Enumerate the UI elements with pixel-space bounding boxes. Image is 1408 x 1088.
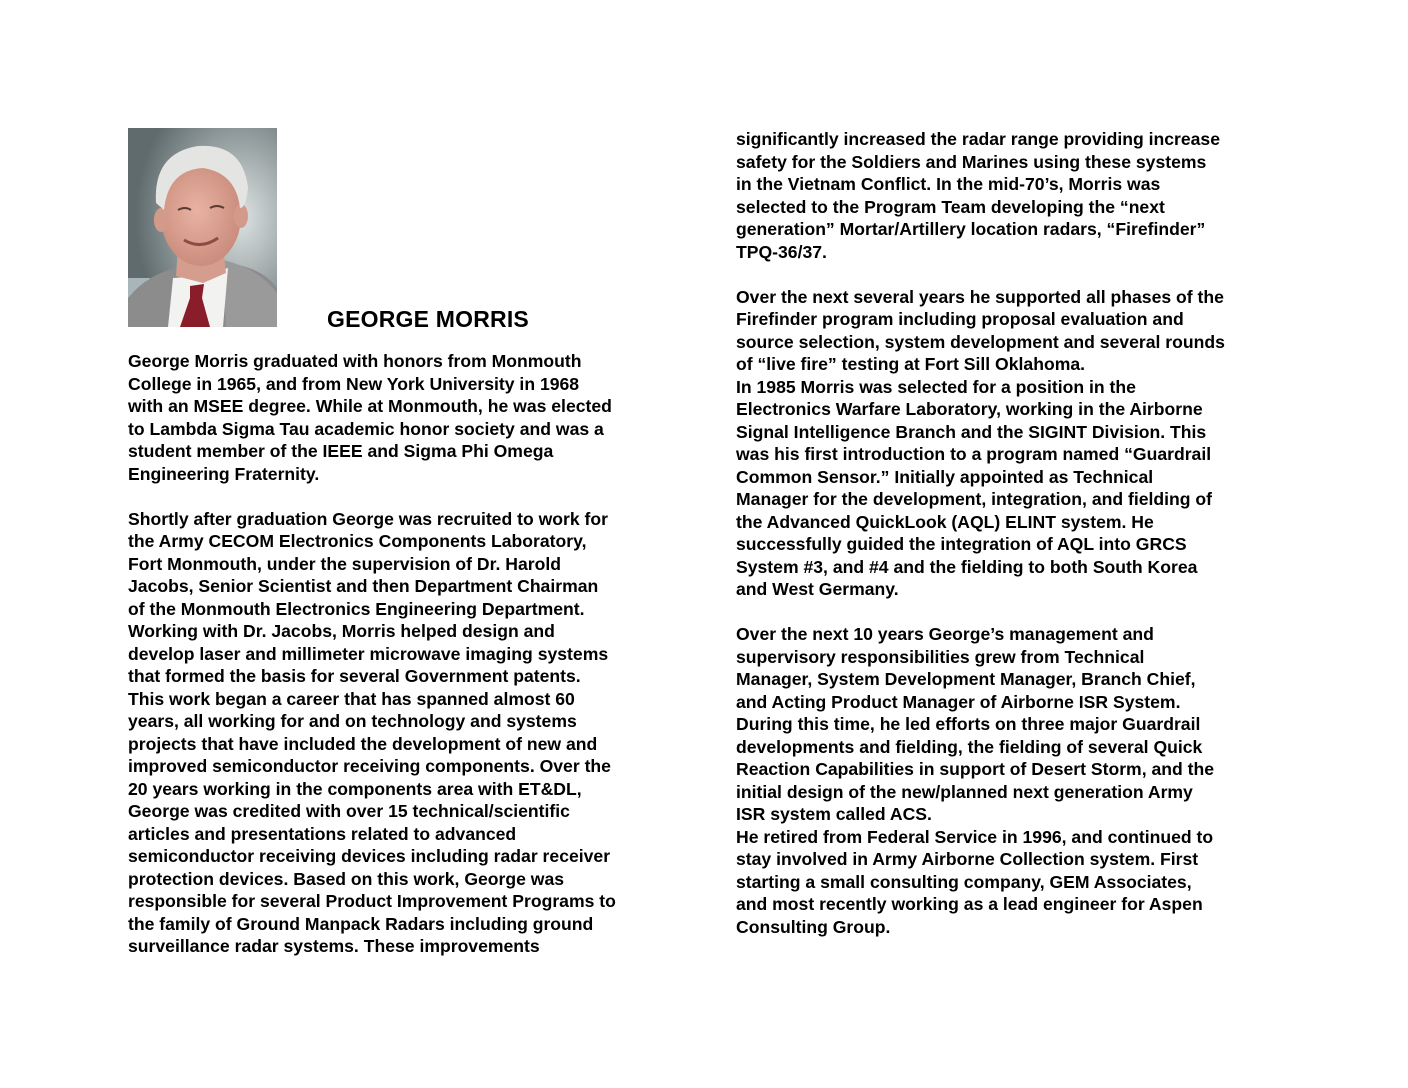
- text-line: was his first introduction to a program named “Guardrail: [736, 444, 1212, 464]
- bio-paragraph-firefinder-program: [736, 286, 1225, 376]
- text-line: the family of Ground Manpack Radars including ground: [128, 913, 594, 934]
- text-line: develop laser and millimeter microwave imaging systems: [128, 643, 609, 664]
- text-line: source selection, system development and several rounds: [736, 331, 1225, 352]
- text-line: stay involved in Army Airborne Collection system. First: [736, 849, 1199, 869]
- text-line: Manager, System Development Manager, Branch Chief,: [736, 669, 1196, 689]
- text-line: Jacobs, Senior Scientist and then Department Chairman: [128, 576, 599, 596]
- text-line: significantly increased the radar range providing increase: [736, 129, 1220, 149]
- text-line: starting a small consulting company, GEM Associates,: [736, 871, 1192, 892]
- text-line: This work began a career that has spanned almost 60: [128, 688, 575, 709]
- text-line: System #3, and #4 and the fielding to both South Korea: [736, 556, 1198, 577]
- text-line: in the Vietnam Conflict. In the mid-70’s, Morris was: [736, 174, 1161, 194]
- bio-paragraph-early-career: [128, 508, 616, 958]
- text-line: George was credited with over 15 technical/scientific: [128, 801, 570, 821]
- text-line: articles and presentations related to advanced: [128, 823, 517, 844]
- text-line: Over the next several years he supported all phases of the: [736, 286, 1224, 307]
- text-line: Working with Dr. Jacobs, Morris helped design and: [128, 621, 555, 641]
- text-line: the Advanced QuickLook (AQL) ELINT system. He: [736, 511, 1154, 532]
- text-line: Engineering Fraternity.: [128, 463, 320, 484]
- text-line: projects that have included the development of new and: [128, 733, 598, 754]
- bio-paragraph-electronics-warfare: [736, 376, 1225, 601]
- profile-photo: [128, 128, 277, 327]
- text-line: responsible for several Product Improvement Programs to: [128, 891, 616, 911]
- text-line: selected to the Program Team developing the “next: [736, 196, 1165, 217]
- text-line: that formed the basis for several Government patents.: [128, 666, 581, 686]
- text-line: and Acting Product Manager of Airborne ISR System.: [736, 691, 1181, 712]
- bio-paragraph-management: [736, 623, 1225, 826]
- text-line: Consulting Group.: [736, 916, 891, 937]
- text-line: College in 1965, and from New York University in 1968: [128, 373, 580, 394]
- text-line: Over the next 10 years George’s management and: [736, 624, 1154, 644]
- text-line: safety for the Soldiers and Marines using these systems: [736, 151, 1207, 172]
- text-line: successfully guided the integration of AQL into GRCS: [736, 534, 1187, 554]
- text-line: Electronics Warfare Laboratory, working in the Airborne: [736, 399, 1203, 419]
- text-line: ISR system called ACS.: [736, 804, 932, 824]
- text-line: semiconductor receiving devices including radar receiver: [128, 846, 611, 866]
- text-line: Signal Intelligence Branch and the SIGINT Division. This: [736, 421, 1207, 442]
- bio-paragraph-retirement: [736, 826, 1225, 939]
- text-line: TPQ-36/37.: [736, 241, 827, 262]
- bio-right-column: [736, 128, 1225, 938]
- bio-paragraph-education: [128, 350, 616, 485]
- text-line: developments and fielding, the fielding of several Quick: [736, 736, 1203, 757]
- text-line: George Morris graduated with honors from Monmouth: [128, 351, 582, 371]
- text-line: and most recently working as a lead engineer for Aspen: [736, 894, 1203, 914]
- text-line: In 1985 Morris was selected for a position in the: [736, 376, 1136, 397]
- text-line: generation” Mortar/Artillery location radars, “Firefinder”: [736, 219, 1206, 239]
- text-line: Manager for the development, integration, and fielding of: [736, 489, 1213, 509]
- portrait-illustration: [128, 128, 277, 327]
- text-line: with an MSEE degree. While at Monmouth, he was elected: [128, 396, 612, 416]
- person-name-heading: GEORGE MORRIS: [327, 306, 529, 332]
- text-line: years, all working for and on technology and systems: [128, 711, 577, 731]
- text-line: He retired from Federal Service in 1996, and continued to: [736, 826, 1214, 847]
- text-line: surveillance radar systems. These improvements: [128, 936, 540, 956]
- text-line: improved semiconductor receiving components. Over the: [128, 756, 611, 776]
- text-line: student member of the IEEE and Sigma Phi Omega: [128, 441, 554, 461]
- bio-paragraph-vietnam-firefinder: [736, 128, 1225, 263]
- text-line: 20 years working in the components area with ET&DL,: [128, 778, 582, 799]
- text-line: During this time, he led efforts on three major Guardrail: [736, 714, 1201, 734]
- text-line: Fort Monmouth, under the supervision of Dr. Harold: [128, 553, 562, 574]
- text-line: and West Germany.: [736, 579, 899, 599]
- bio-left-column: [128, 350, 616, 958]
- text-line: to Lambda Sigma Tau academic honor society and was a: [128, 418, 604, 439]
- text-line: of the Monmouth Electronics Engineering Department.: [128, 598, 585, 619]
- text-line: of “live fire” testing at Fort Sill Oklahoma.: [736, 354, 1086, 374]
- text-line: Common Sensor.” Initially appointed as Technical: [736, 466, 1154, 487]
- text-line: Shortly after graduation George was recruited to work for: [128, 508, 609, 529]
- text-line: initial design of the new/planned next generation Army: [736, 781, 1193, 802]
- text-line: supervisory responsibilities grew from Technical: [736, 646, 1145, 667]
- text-line: the Army CECOM Electronics Components Laboratory,: [128, 531, 587, 551]
- text-line: protection devices. Based on this work, George was: [128, 868, 565, 889]
- text-line: Firefinder program including proposal evaluation and: [736, 309, 1184, 329]
- text-line: Reaction Capabilities in support of Desert Storm, and the: [736, 759, 1215, 779]
